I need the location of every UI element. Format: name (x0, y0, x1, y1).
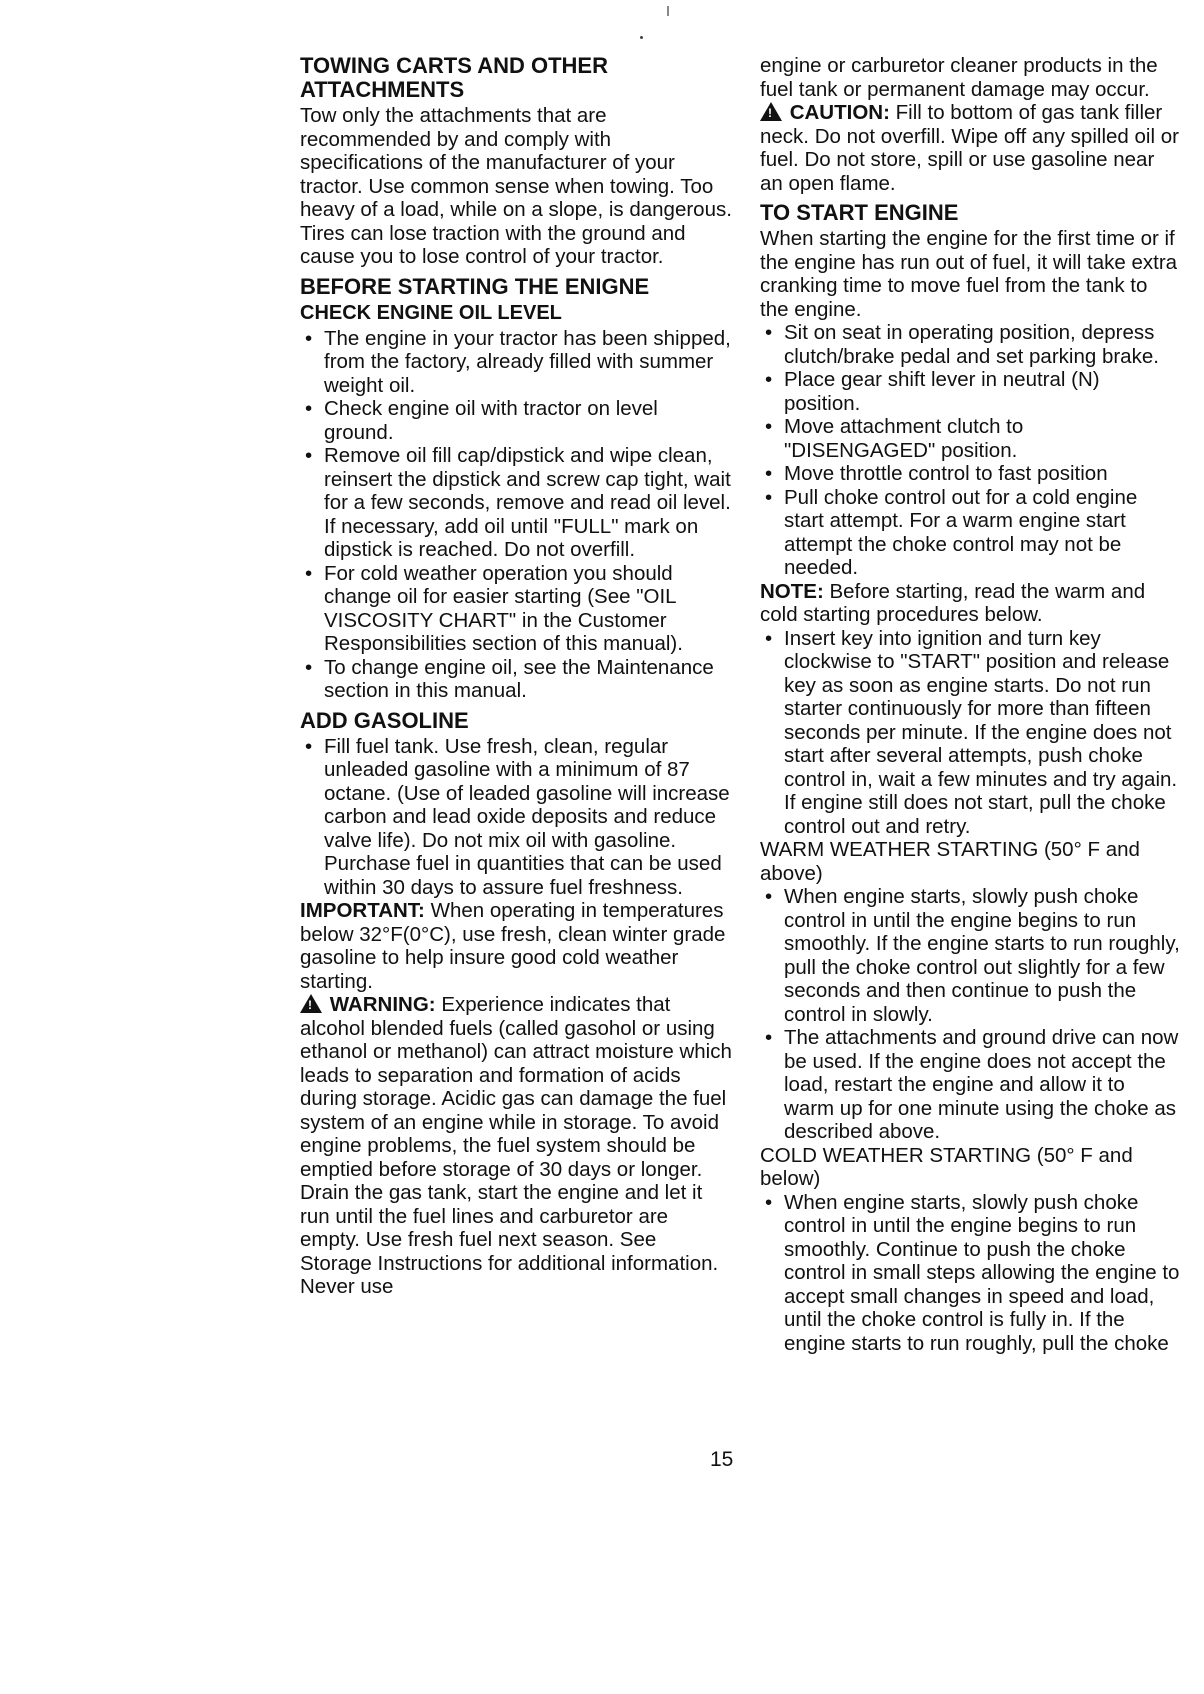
caution-triangle-icon (760, 102, 782, 121)
cold-list (760, 1191, 1180, 1356)
gas-list (300, 735, 732, 900)
note-paragraph (760, 580, 1180, 627)
caution-paragraph (760, 101, 1180, 195)
list-item: • Insert key into ignition and turn key clockwise to "START" position and release key as soon as engine starts. Do not run starter continuously for more than fifteen seconds per minute. If the engine does not start after several attempts, push choke control in, wait a few minutes and try again. If engine still does not start, pull the choke control out and retry. (760, 627, 1180, 839)
warning-triangle-icon (300, 994, 322, 1013)
scan-speck (667, 6, 669, 16)
start-text: When starting the engine for the first time or if the engine has run out of fuel, it will take extra cranking time to move fuel from the tank to the engine. (760, 227, 1178, 321)
warm-weather-heading: WARM WEATHER STARTING (50° F and above) (760, 838, 1140, 885)
continued-text: engine or carburetor cleaner products in the fuel tank or permanent damage may occur. (760, 54, 1158, 101)
list-item: • Check engine oil with tractor on level ground. (300, 397, 732, 444)
warm-list (760, 885, 1180, 1144)
start-list (760, 321, 1180, 580)
cold-weather-heading: COLD WEATHER STARTING (50° F and below) (760, 1143, 1133, 1190)
towing-heading: TOWING CARTS AND OTHER ATTACHMENTS (300, 53, 608, 102)
list-item: • Place gear shift lever in neutral (N) position. (760, 368, 1180, 415)
caution-text: Fill to bottom of gas tank filler neck. Do not overfill. Wipe off any spilled oil or fuel. Do not store, spill or use gasoline near an open flame. (760, 101, 1179, 195)
list-item: • Remove oil fill cap/dipstick and wipe clean, reinsert the dipstick and screw cap tight, wait for a few seconds, remove and read oil level. If necessary, add oil until "FULL" mark on dipstick is reached. Do not overfill. (300, 444, 732, 562)
warning-label: WARNING: (329, 993, 436, 1016)
note-text: Before starting, read the warm and cold starting procedures below. (760, 579, 1146, 626)
add-gasoline-heading: ADD GASOLINE (300, 707, 469, 733)
oil-level-heading: CHECK ENGINE OIL LEVEL (300, 301, 562, 324)
important-paragraph (300, 899, 732, 993)
start-engine-heading: TO START ENGINE (760, 200, 959, 225)
towing-text: Tow only the attachments that are recommended by and comply with specifications of the manufacturer of your tractor. Use common sense when towing. Too heavy of a load, while on a slope, is dangerous. Tires can lose traction with the ground and cause you to lose control of your tractor. (300, 104, 732, 268)
warning-paragraph (300, 993, 732, 1299)
important-label: IMPORTANT: (300, 899, 425, 922)
right-column (760, 54, 1180, 1355)
list-item: • Pull choke control out for a cold engine start attempt. For a warm engine start attempt the choke control may not be needed. (760, 486, 1180, 580)
list-item: • Move attachment clutch to "DISENGAGED" position. (760, 415, 1180, 462)
list-item: • When engine starts, slowly push choke control in until the engine begins to run smoothly. Continue to push the choke control in small steps allowing the engine to accept small changes in speed and load, until the choke control is fully in. If the engine starts to run roughly, pull the choke (760, 1191, 1180, 1356)
list-item: • When engine starts, slowly push choke control in until the engine begins to run smoothly. If the engine starts to run roughly, pull the choke control out slightly for a few seconds and then continue to push the control in slowly. (760, 885, 1180, 1026)
scan-speck (640, 36, 643, 39)
page-number: 15 (710, 1448, 734, 1471)
list-item: • Fill fuel tank. Use fresh, clean, regular unleaded gasoline with a minimum of 87 octane. (Use of leaded gasoline will increase carbon and lead oxide deposits and reduce valve life). Do not mix oil with gasoline. Purchase fuel in quantities that can be used within 30 days to assure fuel freshness. (300, 735, 732, 900)
list-item: • The attachments and ground drive can now be used. If the engine does not accept the load, restart the engine and allow it to warm up for one minute using the choke as described above. (760, 1026, 1180, 1144)
key-list (760, 627, 1180, 839)
caution-label: CAUTION: (789, 101, 890, 124)
before-starting-heading: BEFORE STARTING THE ENIGNE (300, 273, 650, 299)
list-item: • Move throttle control to fast position (760, 462, 1180, 486)
oil-list (300, 327, 732, 703)
list-item: • For cold weather operation you should change oil for easier starting (See "OIL VISCOSITY CHART" in the Customer Responsibilities section of this manual). (300, 562, 732, 656)
important-text: When operating in temperatures below 32°F(0°C), use fresh, clean winter grade gasoline to help insure good cold weather starting. (300, 899, 726, 993)
list-item: • To change engine oil, see the Maintenance section in this manual. (300, 656, 732, 703)
list-item: • The engine in your tractor has been shipped, from the factory, already filled with summer weight oil. (300, 327, 732, 398)
note-label: NOTE: (760, 579, 824, 603)
list-item: • Sit on seat in operating position, depress clutch/brake pedal and set parking brake. (760, 321, 1180, 368)
warning-text: Experience indicates that alcohol blended fuels (called gasohol or using ethanol or methanol) can attract moisture which leads to separation and formation of acids during storage. Acidic gas can damage the fuel system of an engine while in storage. To avoid engine problems, the fuel system should be emptied before storage of 30 days or longer. Drain the gas tank, start the engine and let it run until the fuel lines and carburetor are empty. Use fresh fuel next season. See Storage Instructions for additional information. Never use (300, 993, 732, 1298)
left-column (300, 54, 732, 1299)
